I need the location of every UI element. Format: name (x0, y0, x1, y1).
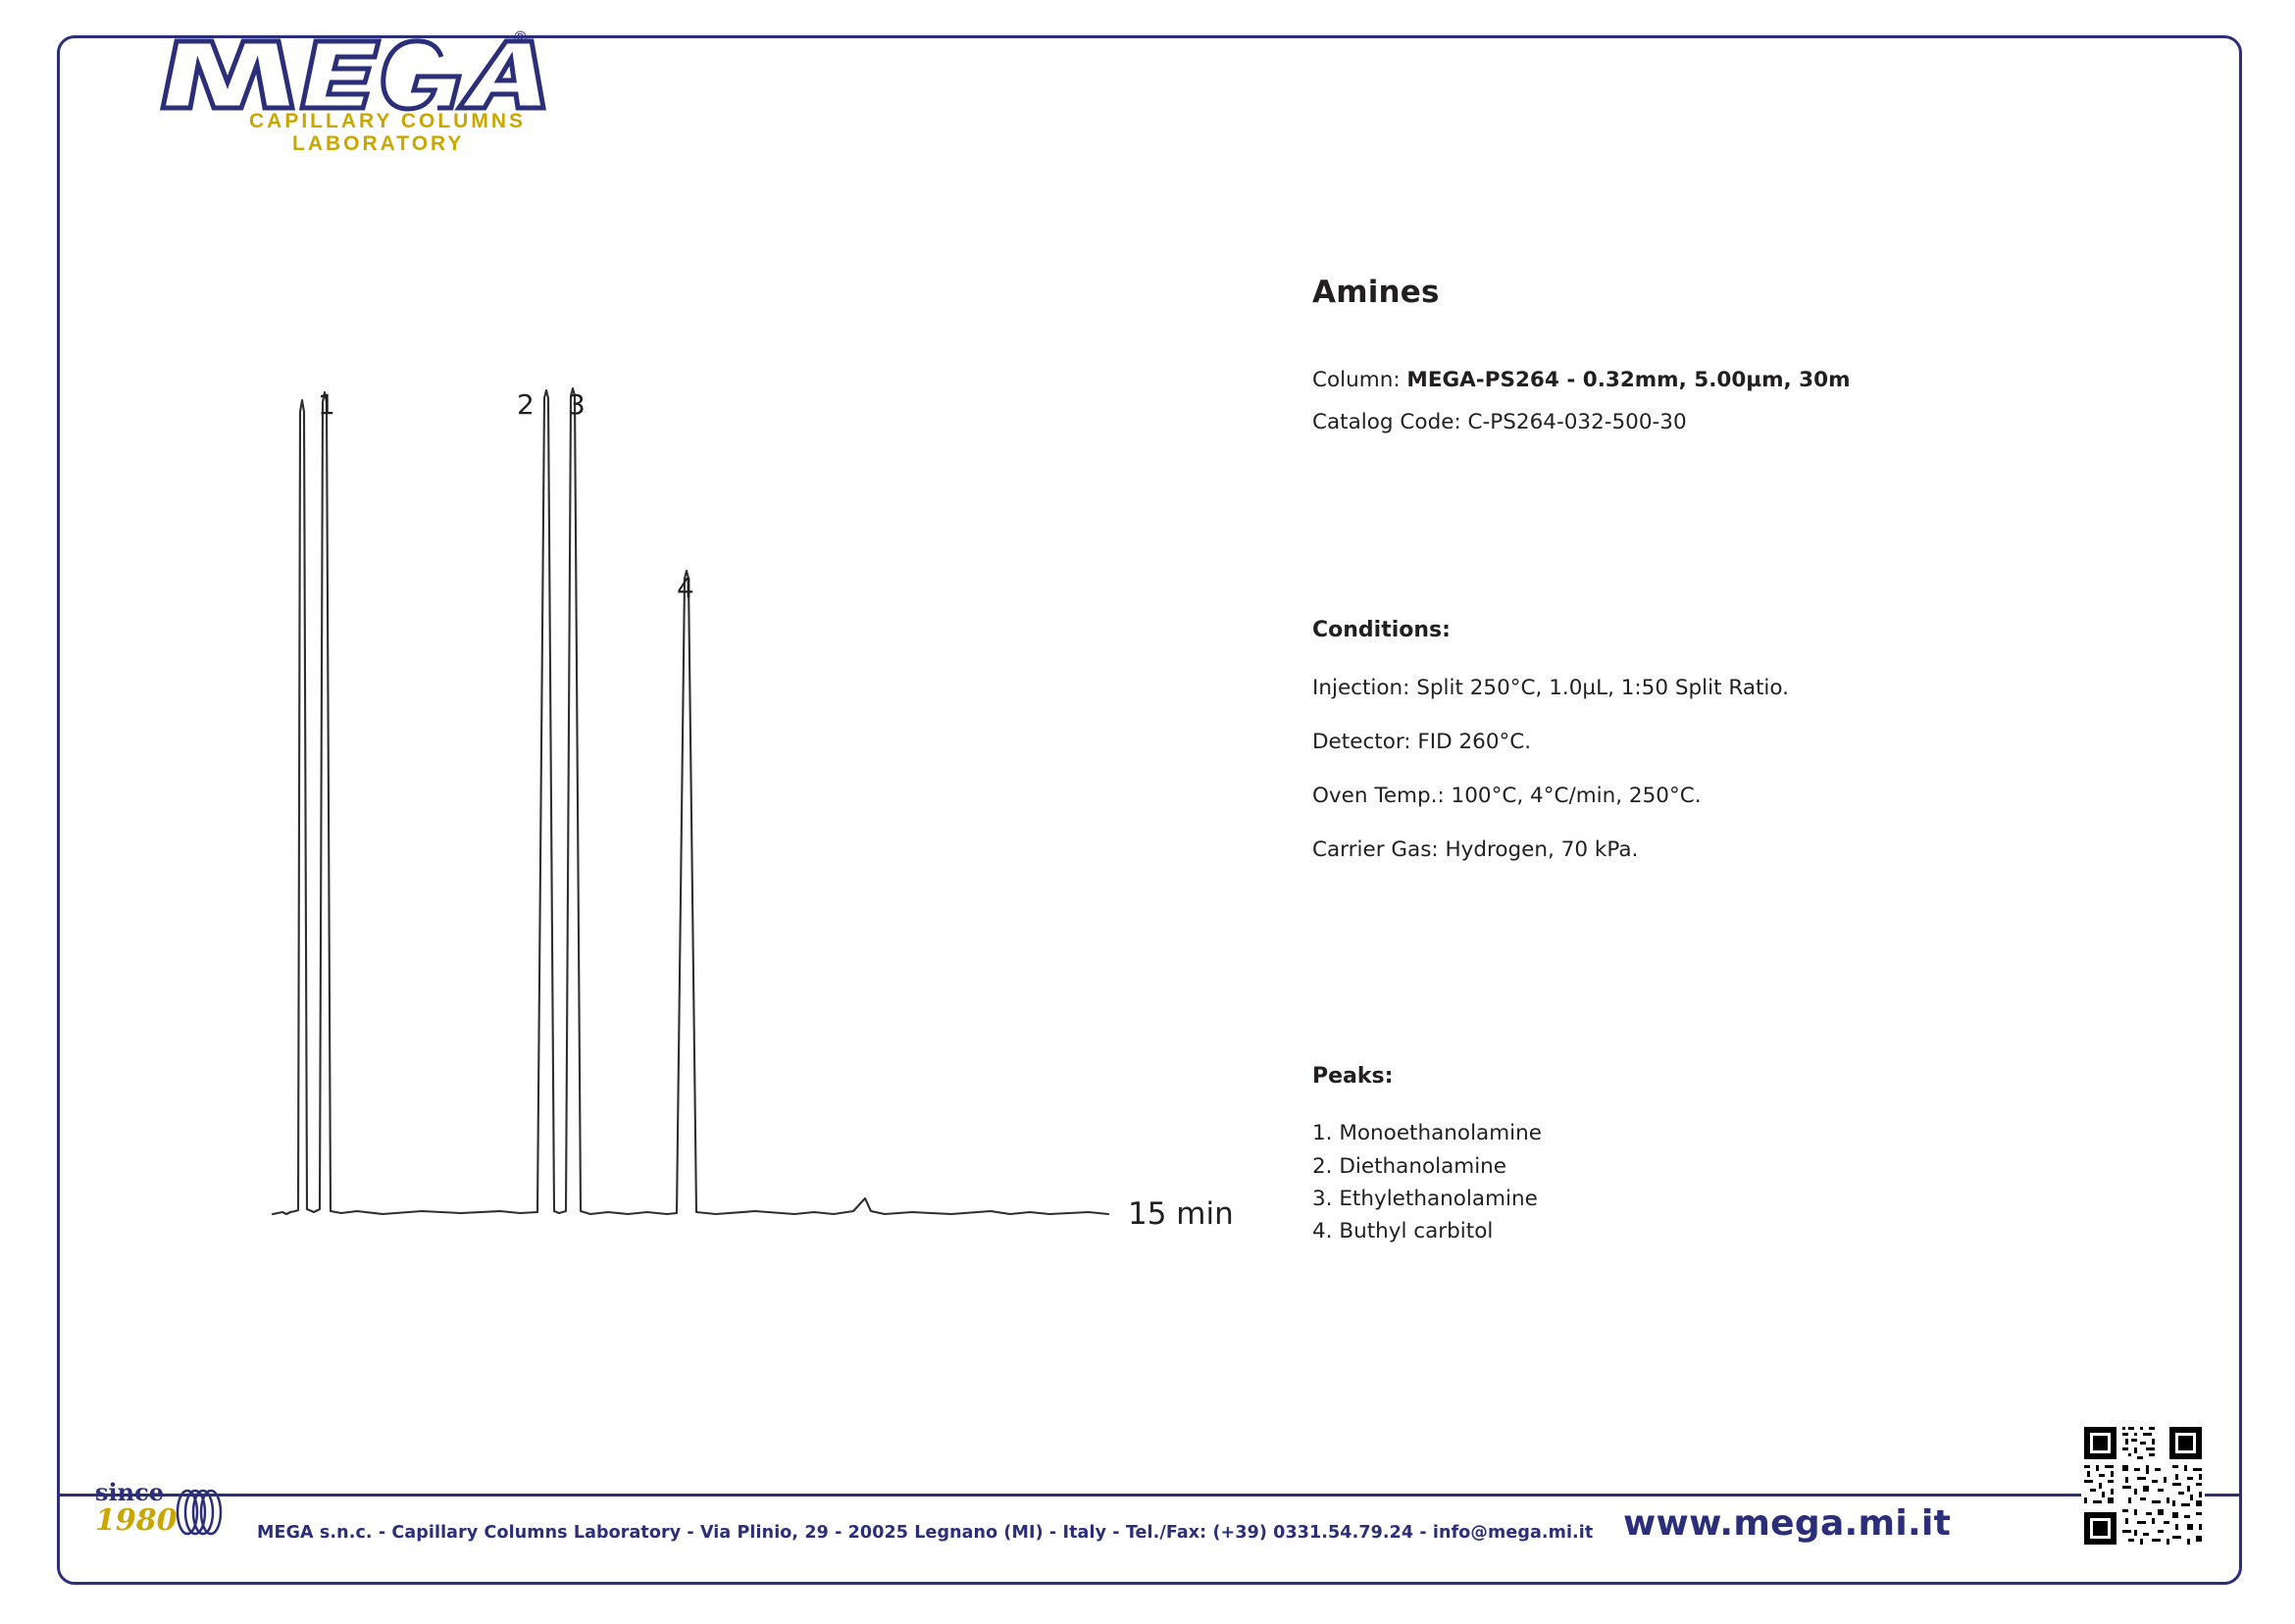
peak-annotation-1: 1 (318, 388, 335, 421)
peak-annotation-3: 3 (568, 388, 586, 421)
since-1980-badge (93, 1469, 240, 1557)
catalog-value: C-PS264-032-500-30 (1467, 410, 1687, 435)
conditions-heading: Conditions: (1312, 618, 1451, 643)
footer-address: MEGA s.n.c. - Capillary Columns Laboratory - Via Plinio, 29 - 20025 Legnano (MI) - Italy - Tel./Fax: (+39) 0331.54.79.24 - info@mega.mi.it (257, 1523, 1594, 1543)
peak-item-3: 3. Ethylethanolamine (1312, 1186, 1538, 1211)
footer-divider (60, 1494, 2239, 1497)
footer-website[interactable]: www.mega.mi.it (1623, 1503, 1952, 1544)
peaks-heading: Peaks: (1312, 1064, 1394, 1090)
axis-end-label: 15 min (1128, 1196, 1234, 1226)
chromatogram (226, 382, 1265, 1226)
spacer-conditions (1312, 449, 2175, 618)
condition-detector: Detector: FID 260°C. (1312, 730, 1532, 755)
peak-annotation-4: 4 (677, 572, 694, 604)
peak-item-2: 2. Diethanolamine (1312, 1153, 1507, 1179)
qr-code-icon (2081, 1424, 2205, 1548)
peak-item-1: 1. Monoethanolamine (1312, 1121, 1542, 1146)
peak-annotation-2: 2 (517, 388, 535, 421)
column-line (1312, 365, 2175, 395)
condition-injection: Injection: Split 250°C, 1.0µL, 1:50 Split Ratio. (1312, 676, 1790, 701)
condition-oven-temp: Oven Temp.: 100°C, 4°C/min, 250°C. (1312, 784, 1702, 809)
info-panel (1312, 275, 2175, 1248)
page-title: Amines (1312, 275, 1440, 310)
condition-carrier-gas: Carrier Gas: Hydrogen, 70 kPa. (1312, 837, 1639, 863)
since-year: 1980 (95, 1503, 178, 1538)
catalog-label: Catalog Code: (1312, 410, 1468, 435)
spacer-peaks (1312, 891, 2175, 1064)
column-label: Column: (1312, 368, 1407, 392)
catalog-line (1312, 407, 2175, 437)
svg-text:®: ® (512, 28, 529, 48)
mega-logo (147, 22, 559, 188)
peak-item-4: 4. Buthyl carbitol (1312, 1218, 1494, 1243)
column-value: MEGA-PS264 - 0.32mm, 5.00µm, 30m (1406, 368, 1851, 392)
logo-tagline-line2: LABORATORY (292, 132, 465, 155)
logo-tagline-line1: CAPILLARY COLUMNS (249, 110, 526, 132)
since-label: since (95, 1478, 164, 1506)
